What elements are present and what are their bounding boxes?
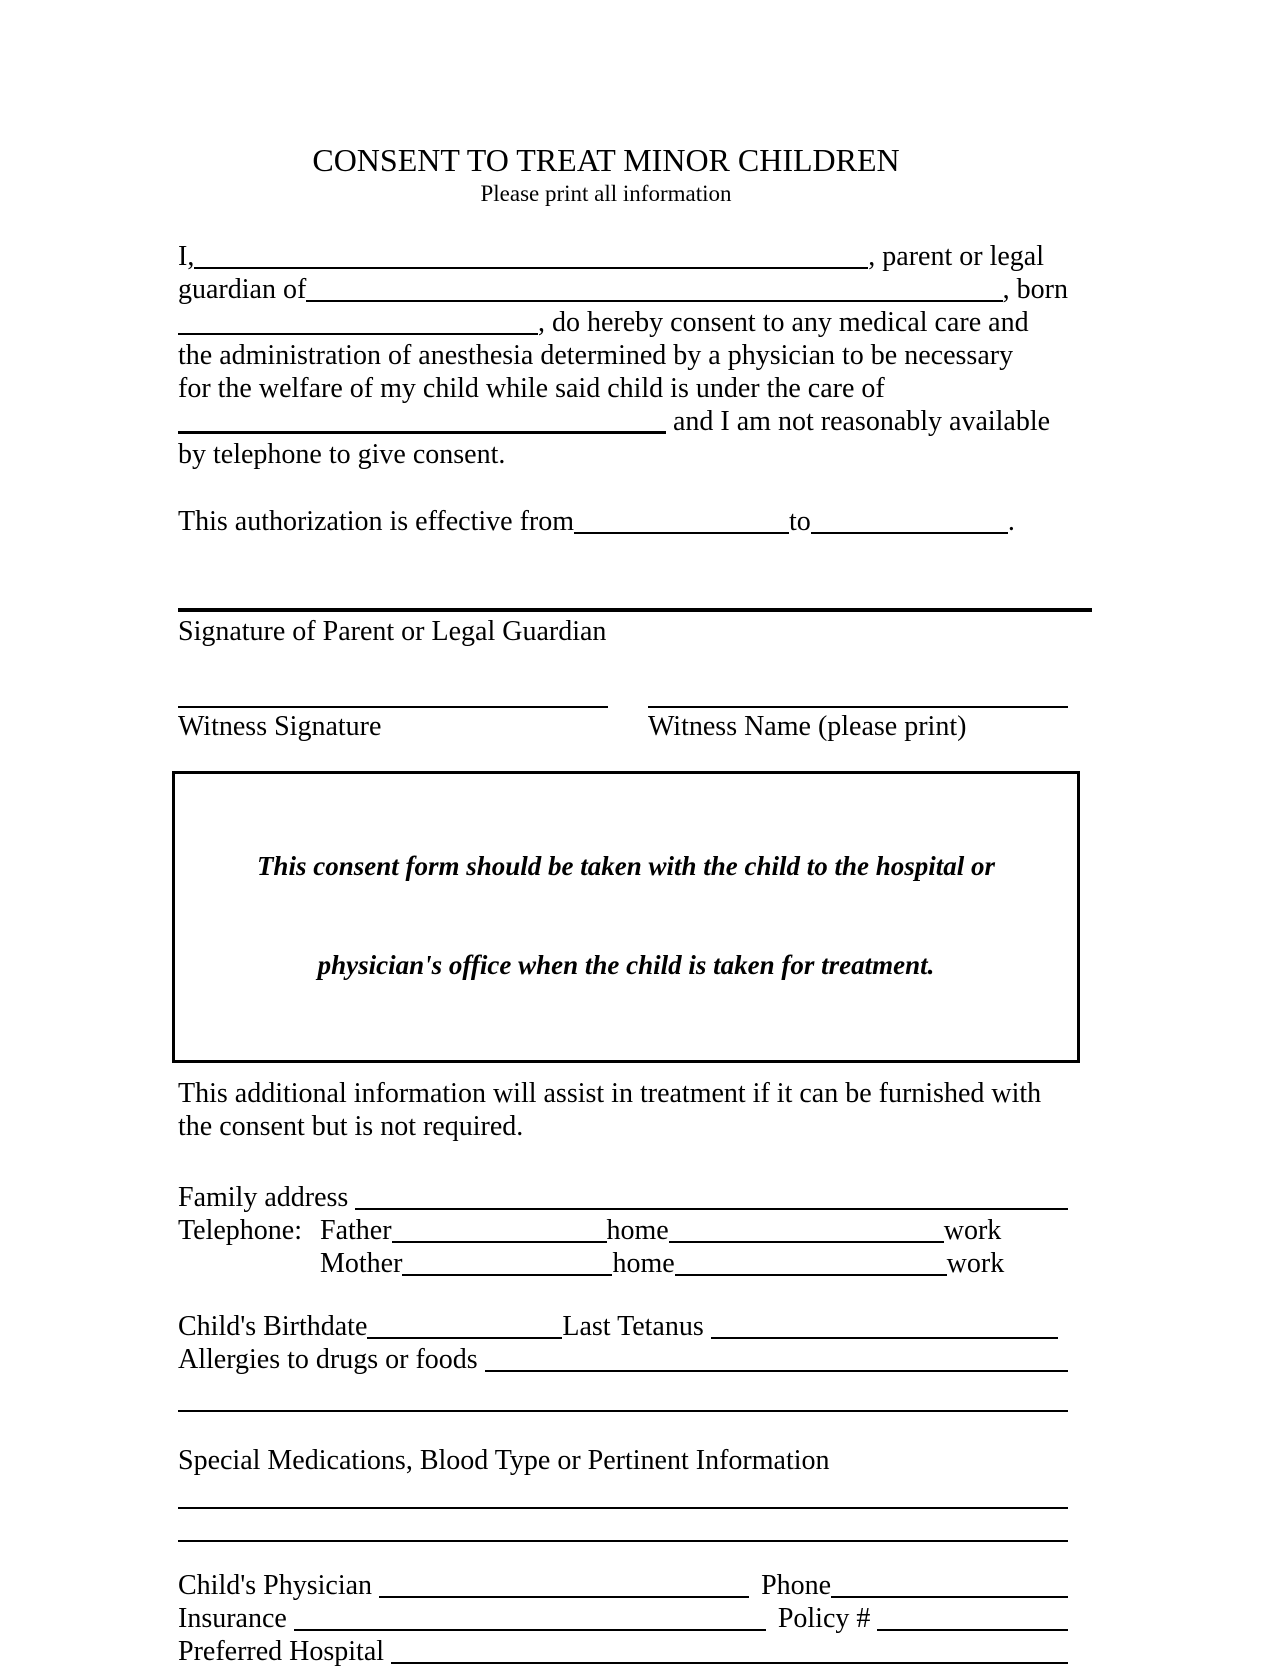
authorization-row: [178, 505, 1068, 538]
available-suffix-label: and I am not reasonably available: [666, 406, 1051, 437]
father-home-phone-blank[interactable]: [669, 1241, 944, 1243]
effective-from-label: This authorization is effective from: [178, 506, 575, 537]
page-title: CONSENT TO TREAT MINOR CHILDREN: [312, 142, 900, 178]
birthdate-row: [178, 1310, 1058, 1343]
consent-paragraph: [178, 240, 1068, 471]
family-address-row: [178, 1181, 1068, 1214]
preferred-hospital-blank[interactable]: [391, 1662, 1068, 1664]
medications-label: Special Medications, Blood Type or Pertinent Information: [178, 1445, 830, 1476]
child-physician-blank[interactable]: [379, 1596, 749, 1598]
welfare-line: for the welfare of my child while said child is under the care of: [178, 373, 885, 404]
child-name-blank[interactable]: [306, 300, 1002, 302]
phone-blank[interactable]: [831, 1596, 1068, 1598]
insurance-row: [178, 1602, 1068, 1635]
telephone-father-row: [178, 1214, 1068, 1247]
father-work-label: work: [943, 1215, 1002, 1246]
notice-line1: This consent form should be taken with the child to the hospital or: [256, 851, 996, 881]
policy-label: Policy #: [777, 1603, 878, 1634]
parent-suffix-label: , parent or legal: [868, 241, 1044, 272]
additional-intro: [178, 1077, 1068, 1143]
mother-work-label: work: [946, 1248, 1005, 1279]
physician-row: [178, 1569, 1068, 1602]
allergies-row: [178, 1343, 1068, 1376]
additional-intro-line2: the consent but is not required.: [178, 1111, 524, 1142]
to-label: to: [789, 506, 811, 537]
preferred-hospital-label: Preferred Hospital: [178, 1636, 392, 1667]
witness-section: [178, 706, 1068, 743]
phone-label: Phone: [761, 1570, 832, 1601]
family-address-label: Family address: [178, 1182, 356, 1213]
witness-name-blank[interactable]: [648, 706, 1068, 708]
child-birthdate-blank[interactable]: [367, 1337, 562, 1339]
effective-to-date-blank[interactable]: [811, 532, 1008, 534]
telephone-mother-row: [178, 1247, 1068, 1280]
mother-home-phone-blank[interactable]: [675, 1274, 947, 1276]
witness-name-label: Witness Name (please print): [648, 711, 967, 742]
allergies-label: Allergies to drugs or foods: [178, 1344, 485, 1375]
last-tetanus-blank[interactable]: [711, 1337, 1058, 1339]
parent-signature-line-blank[interactable]: [178, 608, 1092, 612]
father-label: Father: [320, 1215, 392, 1246]
additional-intro-line1: This additional information will assist in treatment if it can be furnished with: [178, 1078, 1042, 1109]
insurance-blank[interactable]: [294, 1629, 766, 1631]
anesthesia-line: the administration of anesthesia determined by a physician to be necessary: [178, 340, 1014, 371]
page-subtitle: Please print all information: [480, 181, 732, 206]
father-home-label: home: [606, 1215, 669, 1246]
parent-name-blank[interactable]: [194, 267, 868, 269]
born-suffix-label: , born: [1002, 274, 1068, 305]
last-tetanus-label: Last Tetanus: [562, 1311, 711, 1342]
hereby-consent-label: , do hereby consent to any medical care and: [538, 307, 1029, 338]
telephone-consent-line: by telephone to give consent.: [178, 439, 506, 470]
policy-number-blank[interactable]: [877, 1629, 1068, 1631]
period-label: .: [1007, 506, 1015, 537]
medications-blank-1[interactable]: [178, 1507, 1068, 1509]
mother-phone-blank[interactable]: [402, 1274, 612, 1276]
father-phone-blank[interactable]: [392, 1241, 607, 1243]
hospital-row: [178, 1635, 1068, 1668]
allergies-continuation-blank[interactable]: [178, 1410, 1068, 1412]
caregiver-name-blank[interactable]: [178, 431, 666, 434]
effective-from-date-blank[interactable]: [574, 532, 789, 534]
witness-name-col: [648, 706, 1068, 743]
medications-blank-2[interactable]: [178, 1540, 1068, 1542]
parent-signature-label: Signature of Parent or Legal Guardian: [178, 616, 607, 647]
form-header: [178, 142, 1034, 208]
mother-home-label: home: [612, 1248, 675, 1279]
witness-signature-col: [178, 706, 608, 743]
birth-date-blank[interactable]: [178, 333, 538, 335]
child-physician-label: Child's Physician: [178, 1570, 380, 1601]
telephone-label: Telephone:: [178, 1215, 302, 1246]
notice-line2: physician's office when the child is taken for treatment.: [317, 950, 935, 980]
guardian-of-label: guardian of: [178, 274, 307, 305]
notice-box: [172, 771, 1080, 1063]
mother-label: Mother: [320, 1248, 403, 1279]
allergies-blank[interactable]: [485, 1370, 1068, 1372]
witness-signature-blank[interactable]: [178, 706, 608, 708]
insurance-label: Insurance: [178, 1603, 294, 1634]
family-address-blank[interactable]: [355, 1208, 1068, 1210]
child-birthdate-label: Child's Birthdate: [178, 1311, 368, 1342]
witness-signature-label: Witness Signature: [178, 711, 382, 742]
consent-i-label: I,: [178, 241, 195, 272]
